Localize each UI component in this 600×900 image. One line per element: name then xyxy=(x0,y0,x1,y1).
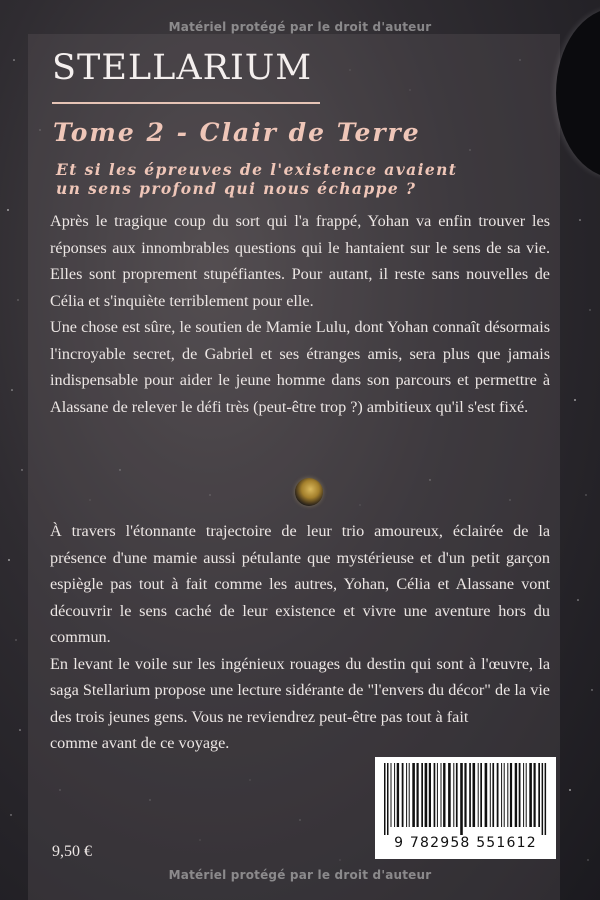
barcode-bar xyxy=(523,763,524,827)
barcode-bar xyxy=(534,763,536,827)
barcode-bar xyxy=(434,763,436,827)
barcode-bar xyxy=(507,763,508,827)
barcode-bar xyxy=(443,763,445,827)
barcode-bar xyxy=(526,763,527,827)
barcode-bar xyxy=(409,763,410,827)
barcode-bar xyxy=(387,763,389,835)
barcode-bar xyxy=(453,763,454,827)
synopsis-paragraph-4: En levant le voile sur les ingénieux rouages du destin qui sont à l'œuvre, la saga Stellarium propose une lecture sidérante de "l'envers du décor" de la vie des trois jeunes gens. Vous ne reviendrez peut-être pas tout à fait xyxy=(50,654,550,726)
tagline-line-1: Et si les épreuves de l'existence avaient xyxy=(56,160,458,179)
synopsis-paragraph-1: Après le tragique coup du sort qui l'a frappé, Yohan va enfin trouver les réponses aux innombrables questions qui le hantaient sur le sens de sa vie. Elles sont proprement stupéfiantes. Pour autant, il reste sans nouvelles de Célia et s'inquiète terriblement pour elle. xyxy=(50,212,550,310)
barcode-bar xyxy=(515,763,517,827)
barcode-bar xyxy=(429,763,431,827)
synopsis-paragraph-3: À travers l'étonnante trajectoire de leur trio amoureux, éclairée de la présence d'une mamie aussi pétulante que mystérieuse et d'un petit garçon espiègle pas tout à fait comme les autres, Yohan, Célia et Alassane vont découvrir le sens caché de leur existence et vivre une aventure hors du commun. xyxy=(50,522,550,646)
barcode-bar xyxy=(421,763,423,827)
barcode-bar xyxy=(519,763,521,827)
barcode-bar xyxy=(490,763,491,827)
barcode-bar xyxy=(425,763,428,827)
barcode-bar xyxy=(485,763,488,827)
barcode-bar xyxy=(397,763,399,827)
barcode-bar xyxy=(480,763,482,827)
barcode-bar xyxy=(394,763,395,827)
barcode-bar xyxy=(437,763,438,827)
barcode-bar xyxy=(501,763,502,827)
barcode-bar xyxy=(529,763,532,827)
barcode-bar xyxy=(469,763,471,827)
isbn-barcode xyxy=(375,757,556,859)
barcode-bar xyxy=(412,763,415,827)
synopsis-paragraph-4-end: comme avant de ce voyage. xyxy=(50,734,230,752)
copyright-watermark-bottom: Matériel protégé par le droit d'auteur xyxy=(168,868,432,882)
barcode-bar xyxy=(464,763,466,827)
barcode-bar xyxy=(391,763,392,827)
title-underline xyxy=(52,102,320,104)
barcode-bar xyxy=(402,763,404,827)
barcode-bar xyxy=(417,763,419,827)
price-label: 9,50 € xyxy=(52,843,92,860)
synopsis-block-1 xyxy=(50,208,550,420)
copyright-watermark-top: Matériel protégé par le droit d'auteur xyxy=(168,20,432,34)
tome-title: Tome 2 - Clair de Terre xyxy=(53,118,421,147)
barcode-bar xyxy=(492,763,494,827)
barcode-bar xyxy=(538,763,540,827)
isbn-number: 9 782958 551612 xyxy=(394,835,537,851)
barcode-bars xyxy=(382,763,549,835)
tagline-line-2: un sens profond qui nous échappe ? xyxy=(56,179,417,198)
series-title: STELLARIUM xyxy=(52,48,313,88)
barcode-bar xyxy=(406,763,407,827)
barcode-bar xyxy=(460,763,463,835)
barcode-bar xyxy=(478,763,479,827)
barcode-bar xyxy=(441,763,442,827)
synopsis-paragraph-2: Une chose est sûre, le soutien de Mamie Lulu, dont Yohan connaît désormais l'incroyable secret, de Gabriel et ses étranges amis, sera plus que jamais indispensable pour aider le jeune homme dans son parcours et permettre à Alassane de relever le défi très (peut-être trop ?) ambitieux qu'il s'est fixé. xyxy=(50,318,550,416)
tagline xyxy=(56,160,576,198)
barcode-bar xyxy=(497,763,499,827)
barcode-bar xyxy=(448,763,451,827)
barcode-bar xyxy=(542,763,544,835)
barcode-bar xyxy=(473,763,476,827)
barcode-bar xyxy=(456,763,458,827)
barcode-bar xyxy=(545,763,547,835)
barcode-bar xyxy=(504,763,505,827)
barcode-bar xyxy=(510,763,512,827)
synopsis-block-2 xyxy=(50,518,550,757)
barcode-bar xyxy=(384,763,386,835)
earth-planet-icon xyxy=(295,478,323,506)
